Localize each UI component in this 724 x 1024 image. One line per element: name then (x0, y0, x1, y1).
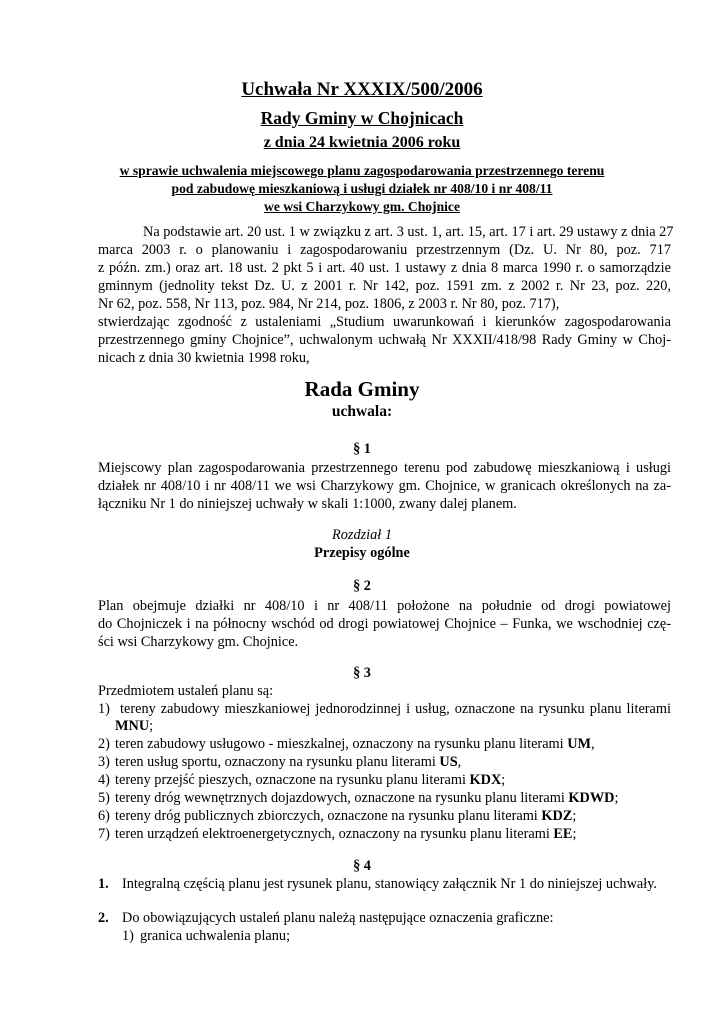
list-item-punct: ; (572, 826, 577, 842)
section-3-mark: § 3 (353, 665, 371, 681)
preamble-line: Na podstawie art. 20 ust. 1 w związku z art. 3 ust. 1, art. 15, art. 17 i art. 29 ustawy z dnia 27 (143, 224, 674, 240)
preamble-line: stwierdzając zgodność z ustaleniami „Studium uwarunkowań i kierunków zagospodarowania (98, 314, 671, 330)
subject-line: we wsi Charzykowy gm. Chojnice (264, 199, 460, 214)
list-item-number: 6) (98, 808, 110, 824)
preamble-line: z późn. zm.) oraz art. 18 ust. 2 pkt 5 i art. 40 ust. 1 ustawy z dnia 8 marca 1990 r. o samorządzie (98, 260, 671, 276)
land-use-code: US (439, 754, 458, 770)
preamble-line: gminnym (jednolity tekst Dz. U. z 2001 r. Nr 142, poz. 1591 zm. z 2002 r. Nr 23, poz. 220, (98, 278, 671, 294)
list-item (98, 772, 505, 789)
list-item-text: teren urządzeń elektroenergetycznych, oznaczony na rysunku planu literami (115, 826, 554, 842)
list-item-continuation (115, 718, 153, 735)
list-item (98, 700, 671, 718)
section-2-line: Plan obejmuje działki nr 408/10 i nr 408/11 położone na południe od drogi powiatowej (98, 598, 671, 614)
list-item-number: 2) (98, 736, 110, 752)
list-item (98, 736, 595, 753)
subject-line: pod zabudowę mieszkaniową i usługi działek nr 408/10 i nr 408/11 (171, 181, 553, 196)
paragraph-number: 1. (98, 876, 109, 892)
list-item-punct: , (457, 754, 462, 770)
list-item-text: teren usług sportu, oznaczony na rysunku planu literami (115, 754, 440, 770)
section-3-intro: Przedmiotem ustaleń planu są: (98, 683, 274, 699)
resolves-heading: uchwala: (331, 403, 393, 420)
paragraph-text: Do obowiązujących ustaleń planu należą następujące oznaczenia graficzne: (122, 910, 554, 926)
list-item-text: granica uchwalenia planu; (140, 928, 291, 944)
section-1-mark: § 1 (353, 441, 371, 457)
preamble-line: przestrzennego gminy Chojnice”, uchwalonym uchwałą Nr XXXII/418/98 Rady Gminy w Choj- (98, 332, 671, 348)
list-item-number: 4) (98, 772, 110, 788)
land-use-code: KDZ (541, 808, 573, 824)
land-use-code: KDWD (568, 790, 615, 806)
preamble-line: nicach z dnia 30 kwietnia 1998 roku, (98, 350, 310, 366)
land-use-code: KDX (469, 772, 502, 788)
list-item-punct: ; (149, 718, 154, 734)
section-2-line: ści wsi Charzykowy gm. Chojnice. (98, 634, 299, 650)
list-item (98, 826, 576, 843)
paragraph-text: Integralną częścią planu jest rysunek planu, stanowiący załącznik Nr 1 do niniejszej uchwały. (122, 876, 658, 892)
list-item-punct: , (591, 736, 595, 752)
list-item-number: 5) (98, 790, 110, 806)
subject-line: w sprawie uchwalenia miejscowego planu zagospodarowania przestrzennego terenu (119, 163, 605, 178)
resolution-date: z dnia 24 kwietnia 2006 roku (263, 134, 461, 151)
list-item (98, 754, 461, 771)
section-2-line: do Chojniczek i na północny wschód od drogi powiatowej Chojnice – Funka, we wschodniej czę- (98, 616, 671, 632)
list-item-number: 1) (98, 701, 110, 717)
council-name: Rady Gminy w Chojnicach (260, 108, 464, 128)
list-item-punct: ; (572, 808, 577, 824)
section-1-line: łączniku Nr 1 do niniejszej uchwały w skali 1:1000, zwany dalej planem. (98, 496, 517, 512)
land-use-code: EE (553, 826, 573, 842)
preamble-line: Nr 62, poz. 558, Nr 113, poz. 984, Nr 214, poz. 1806, z 2003 r. Nr 80, poz. 717), (98, 296, 560, 312)
list-item-text: tereny dróg publicznych zbiorczych, oznaczone na rysunku planu literami (115, 808, 542, 824)
preamble-line: marca 2003 r. o planowaniu i zagospodarowaniu przestrzennym (Dz. U. Nr 80, poz. 717 (98, 242, 671, 258)
land-use-code: MNU (115, 718, 150, 734)
chapter-title: Przepisy ogólne (314, 545, 410, 561)
list-item-text: teren zabudowy usługowo - mieszkalnej, oznaczony na rysunku planu literami (115, 736, 568, 752)
list-item-number: 3) (98, 754, 110, 770)
resolution-title: Uchwała Nr XXXIX/500/2006 (241, 79, 483, 100)
list-item-text: tereny zabudowy mieszkaniowej jednorodzinnej i usług, oznaczone na rysunku planu literami (120, 701, 671, 717)
list-item (98, 808, 576, 825)
list-item (122, 928, 290, 945)
land-use-code: UM (567, 736, 592, 752)
list-item-text: tereny dróg wewnętrznych dojazdowych, oznaczone na rysunku planu literami (115, 790, 569, 806)
list-item-punct: ; (501, 772, 506, 788)
section-2-mark: § 2 (353, 578, 371, 594)
list-item (98, 790, 618, 807)
section-1-line: Miejscowy plan zagospodarowania przestrzennego terenu pod zabudowę mieszkaniową i usługi (98, 460, 671, 476)
list-item-text: tereny przejść pieszych, oznaczone na rysunku planu literami (115, 772, 470, 788)
chapter-label: Rozdział 1 (332, 527, 392, 543)
list-item-punct: ; (614, 790, 619, 806)
section-1-line: działek nr 408/10 i nr 408/11 we wsi Charzykowy gm. Chojnice, w granicach określonych na za- (98, 478, 671, 494)
list-item-number: 1) (122, 928, 134, 944)
section-4-mark: § 4 (353, 858, 371, 874)
list-item-number: 7) (98, 826, 110, 842)
paragraph-number: 2. (98, 910, 109, 926)
council-heading: Rada Gminy (304, 377, 420, 401)
